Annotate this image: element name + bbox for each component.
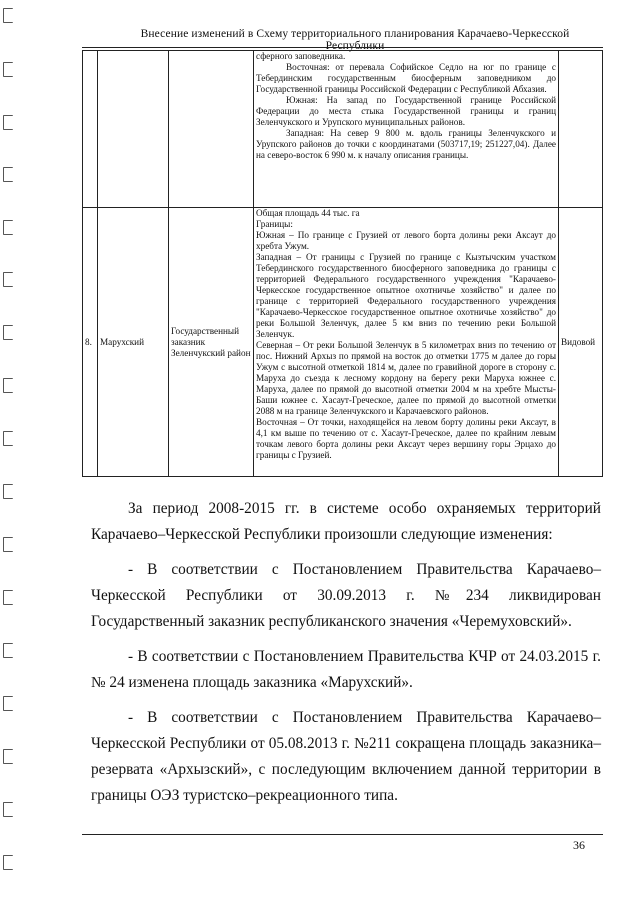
binder-hole-mark xyxy=(3,643,13,658)
table-cell-type: Видовой xyxy=(559,208,603,477)
binder-hole-mark xyxy=(3,272,13,287)
binder-hole-mark xyxy=(3,167,13,182)
table-cell-description xyxy=(254,51,559,208)
binder-hole-mark xyxy=(3,62,13,77)
table-cell-category xyxy=(169,51,254,208)
header-rule xyxy=(82,47,603,48)
description-line: Границы: xyxy=(256,219,293,229)
description-line: Восточная – От точки, находящейся на левом борту долины реки Аксаут, в 4,1 км выше по течению от с. Хасаут-Греческое, далее по крайним левым точкам левого борта долины реки Аксаут через вершину горы Эрцахо до границы с Грузией. xyxy=(256,417,556,460)
paragraph: За период 2008-2015 гг. в системе особо охраняемых территорий Карачаево–Черкесской Республики произошли следующие изменения: xyxy=(91,500,601,543)
binder-hole-mark xyxy=(3,325,13,340)
binder-hole-mark xyxy=(3,855,13,870)
table-row xyxy=(83,208,603,477)
binder-hole-mark xyxy=(3,220,13,235)
paragraph: - В соответствии с Постановлением Правительства Карачаево–Черкесской Республики от 05.08.2013 г. №211 сокращена площадь заказника–резервата «Архызский», с последующим включением данной территории в границы ОЭЗ туристско–рекреационного типа. xyxy=(91,709,601,804)
binder-hole-mark xyxy=(3,378,13,393)
page-header: Внесение изменений в Схему территориального планирования Карачаево-Черкесской Республики xyxy=(140,28,570,52)
description-line: Южная – По границе с Грузией от левого борта долины реки Аксаут до хребта Ужум. xyxy=(256,230,556,251)
description-line: Западная – От границы с Грузией по границе с Кызтычским участком Тебердинского государственного биосферного заповедника до границы с территорией Федерального государственного учреждения "Карачаево-Черкесское государственное опытное охотничье хозяйство" и далее по границе с территорией Федерального государственного учреждения "Карачаево-Черкесское государственное опытное охотничье хозяйство" до реки Большой Зеленчук, далее 5 км вниз по течению реки Большой Зеленчук. xyxy=(256,252,556,339)
binder-hole-mark xyxy=(3,696,13,711)
binder-hole-mark xyxy=(3,537,13,552)
table-cell-name: Марухский xyxy=(98,208,169,477)
footer-rule xyxy=(82,834,603,835)
binder-hole-mark xyxy=(3,802,13,817)
table-cell-description xyxy=(254,208,559,477)
page-number: 36 xyxy=(573,838,585,852)
table-cell-type xyxy=(559,51,603,208)
table-cell-num: 8. xyxy=(83,208,98,477)
binder-holes xyxy=(3,0,15,905)
table-cell-num xyxy=(83,51,98,208)
binder-hole-mark xyxy=(3,115,13,130)
description-line: сферного заповедника. xyxy=(256,51,346,61)
binder-hole-mark xyxy=(3,431,13,446)
protected-areas-table xyxy=(82,50,603,477)
paragraph: - В соответствии с Постановлением Правительства КЧР от 24.03.2015 г. № 24 изменена площадь заказника «Марухский». xyxy=(91,648,601,691)
table-row xyxy=(83,51,603,208)
binder-hole-mark xyxy=(3,749,13,764)
binder-hole-mark xyxy=(3,8,13,23)
table-cell-name xyxy=(98,51,169,208)
description-line: Восточная: от перевала Софийское Седло на юг по границе с Тебердинским государственным биосферным заповедником до Государственной границы Российской Федерации с Республикой Абхазия. xyxy=(256,62,556,94)
description-line: Северная – От реки Большой Зеленчук в 5 километрах вниз по течению от пос. Нижний Архыз по прямой на восток до отметки 1775 м далее до горы Ужум с высотной отметкой 1814 м, далее по гравийной дороге в сторону с. Маруха до съезда к лесному кордону на берегу реки Маруха южнее с. Маруха, далее по прямой до высотной отметки 2004 м на хребте Мысты-Баши южнее с. Хасаут-Греческое, далее по прямой до высотной отметки 2088 м на границе Зеленчукского и Карачаевского районов. xyxy=(256,340,556,416)
binder-hole-mark xyxy=(3,590,13,605)
description-line: Общая площадь 44 тыс. га xyxy=(256,208,360,218)
description-line: Западная: На север 9 800 м. вдоль границы Зеленчукского и Урупского районов до точки с координатами (503717,19; 251227,04). Далее на северо-восток 6 990 м. к началу описания границы. xyxy=(256,128,556,160)
table-cell-category: Государственный заказник Зеленчукский район xyxy=(169,208,254,477)
paragraph: - В соответствии с Постановлением Правительства Карачаево–Черкесской Республики от 30.09.2013 г. №234 ликвидирован Государственный заказник республиканского значения «Черемуховский». xyxy=(91,561,601,630)
binder-hole-mark xyxy=(3,484,13,499)
body-text xyxy=(91,496,601,818)
description-line: Южная: На запад по Государственной границе Российской Федерации до места стыка Государственной границы и границ Зеленчукского и Урупского муниципальных районов. xyxy=(256,95,556,127)
